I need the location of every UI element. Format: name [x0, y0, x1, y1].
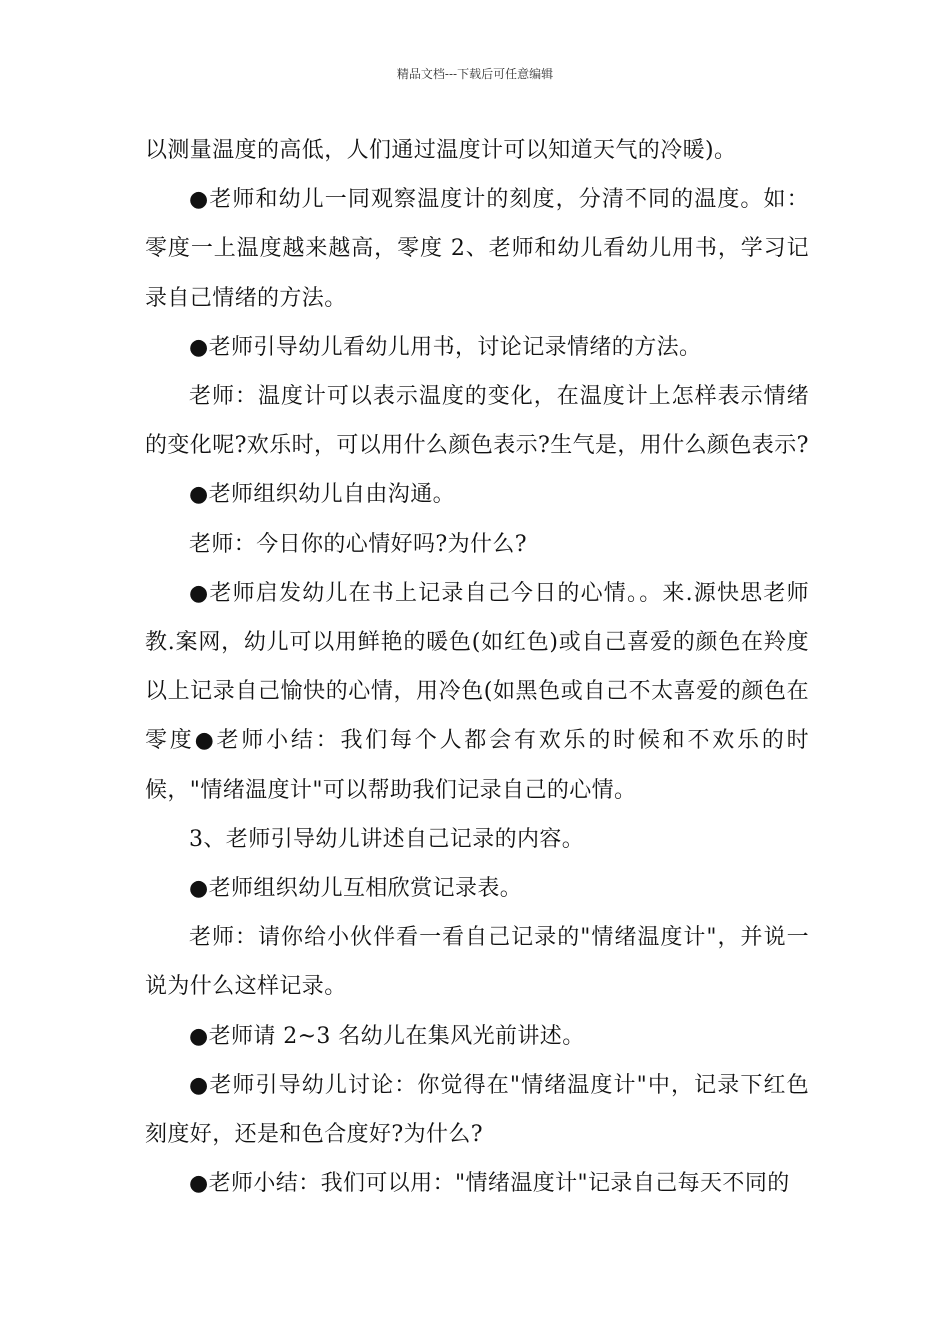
paragraph-4: 老师：温度计可以表示温度的变化，在温度计上怎样表示情绪的变化呢?欢乐时，可以用什么颜色表示?生气是，用什么颜色表示?: [145, 384, 809, 459]
paragraph-8: 3、老师引导幼儿讲述自己记录的内容。: [189, 826, 585, 852]
document-body: [145, 126, 809, 1208]
paragraph-12: ●老师引导幼儿讨论：你觉得在"情绪温度计"中，记录下红色刻度好，还是和色合度好?为什么?: [145, 1072, 809, 1148]
paragraph-2: ●老师和幼儿一同观察温度计的刻度，分清不同的温度。如：零度一上温度越来越高，零度 2、老师和幼儿看幼儿用书，学习记录自己情绪的方法。: [145, 187, 809, 311]
paragraph-10: 老师：请你给小伙伴看一看自己记录的"情绪温度计"，并说一说为什么这样记录。: [145, 925, 809, 1000]
page-header: 精品文档---下载后可任意编辑: [396, 67, 554, 81]
paragraph-9: ●老师组织幼儿互相欣赏记录表。: [189, 876, 523, 902]
paragraph-3: ●老师引导幼儿看幼儿用书，讨论记录情绪的方法。: [189, 334, 702, 360]
paragraph-11: ●老师请 2~3 名幼儿在集风光前讲述。: [189, 1023, 585, 1049]
paragraph-6: 老师：今日你的心情好吗?为什么?: [189, 531, 527, 557]
paragraph-7: ●老师启发幼儿在书上记录自己今日的心情。。来.源快思老师教.案网，幼儿可以用鲜艳的暖色(如红色)或自己喜爱的颜色在羚度以上记录自己愉快的心情，用冷色(如黑色或自己不太喜爱的颜色在零度●老师小结：我们每个人都会有欢乐的时候和不欢乐的时候，"情绪温度计"可以帮助我们记录自己的心情。: [145, 580, 809, 803]
paragraph-5: ●老师组织幼儿自由沟通。: [189, 482, 455, 508]
paragraph-1: 以测量温度的高低，人们通过温度计可以知道天气的冷暖)。: [145, 138, 737, 163]
paragraph-13: ●老师小结：我们可以用："情绪温度计"记录自己每天不同的: [189, 1171, 790, 1197]
